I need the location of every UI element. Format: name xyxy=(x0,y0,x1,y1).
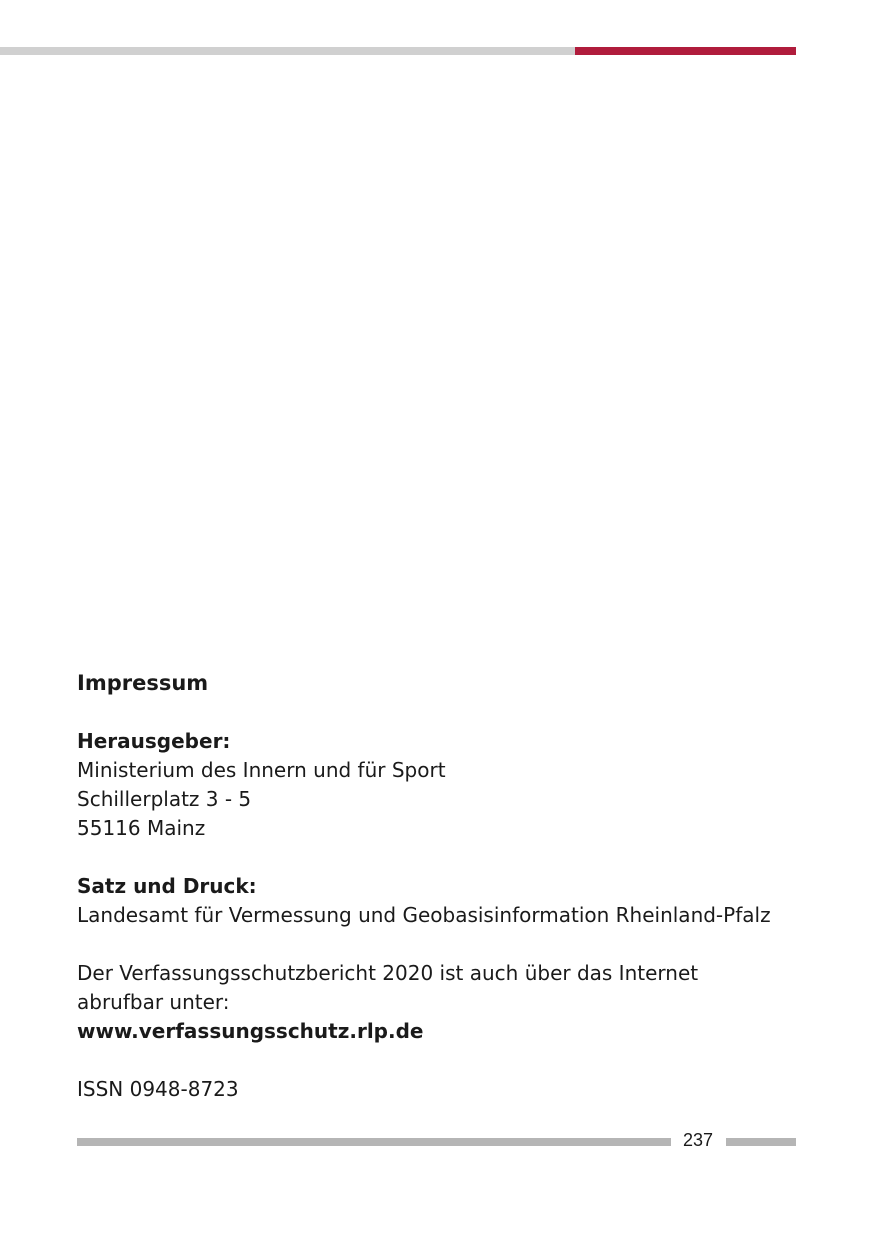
page-number: 237 xyxy=(682,1130,714,1150)
print-line: Landesamt für Vermessung und Geobasisinformation Rheinland-Pfalz xyxy=(77,903,771,927)
issn-block xyxy=(77,1075,777,1104)
publisher-line: Ministerium des Innern und für Sport xyxy=(77,758,446,782)
print-label: Satz und Druck: xyxy=(77,874,257,898)
top-rule-accent xyxy=(575,47,796,55)
publisher-line: 55116 Mainz xyxy=(77,816,206,840)
publisher-line: Schillerplatz 3 - 5 xyxy=(77,787,252,811)
internet-text: Der Verfassungsschutzbericht 2020 ist auch über das Internet abrufbar unter: xyxy=(77,961,699,1014)
internet-block xyxy=(77,959,777,1046)
footer-rule-right xyxy=(726,1138,796,1146)
impressum-title: Impressum xyxy=(77,671,209,695)
publisher-block xyxy=(77,727,777,843)
top-rule-gray xyxy=(0,47,575,55)
print-block xyxy=(77,872,777,930)
issn-number: ISSN 0948-8723 xyxy=(77,1077,239,1101)
publisher-label: Herausgeber: xyxy=(77,729,231,753)
impressum-section xyxy=(77,668,777,1133)
website-link[interactable]: www.verfassungsschutz.rlp.de xyxy=(77,1019,424,1043)
footer-rule-left xyxy=(77,1138,671,1146)
